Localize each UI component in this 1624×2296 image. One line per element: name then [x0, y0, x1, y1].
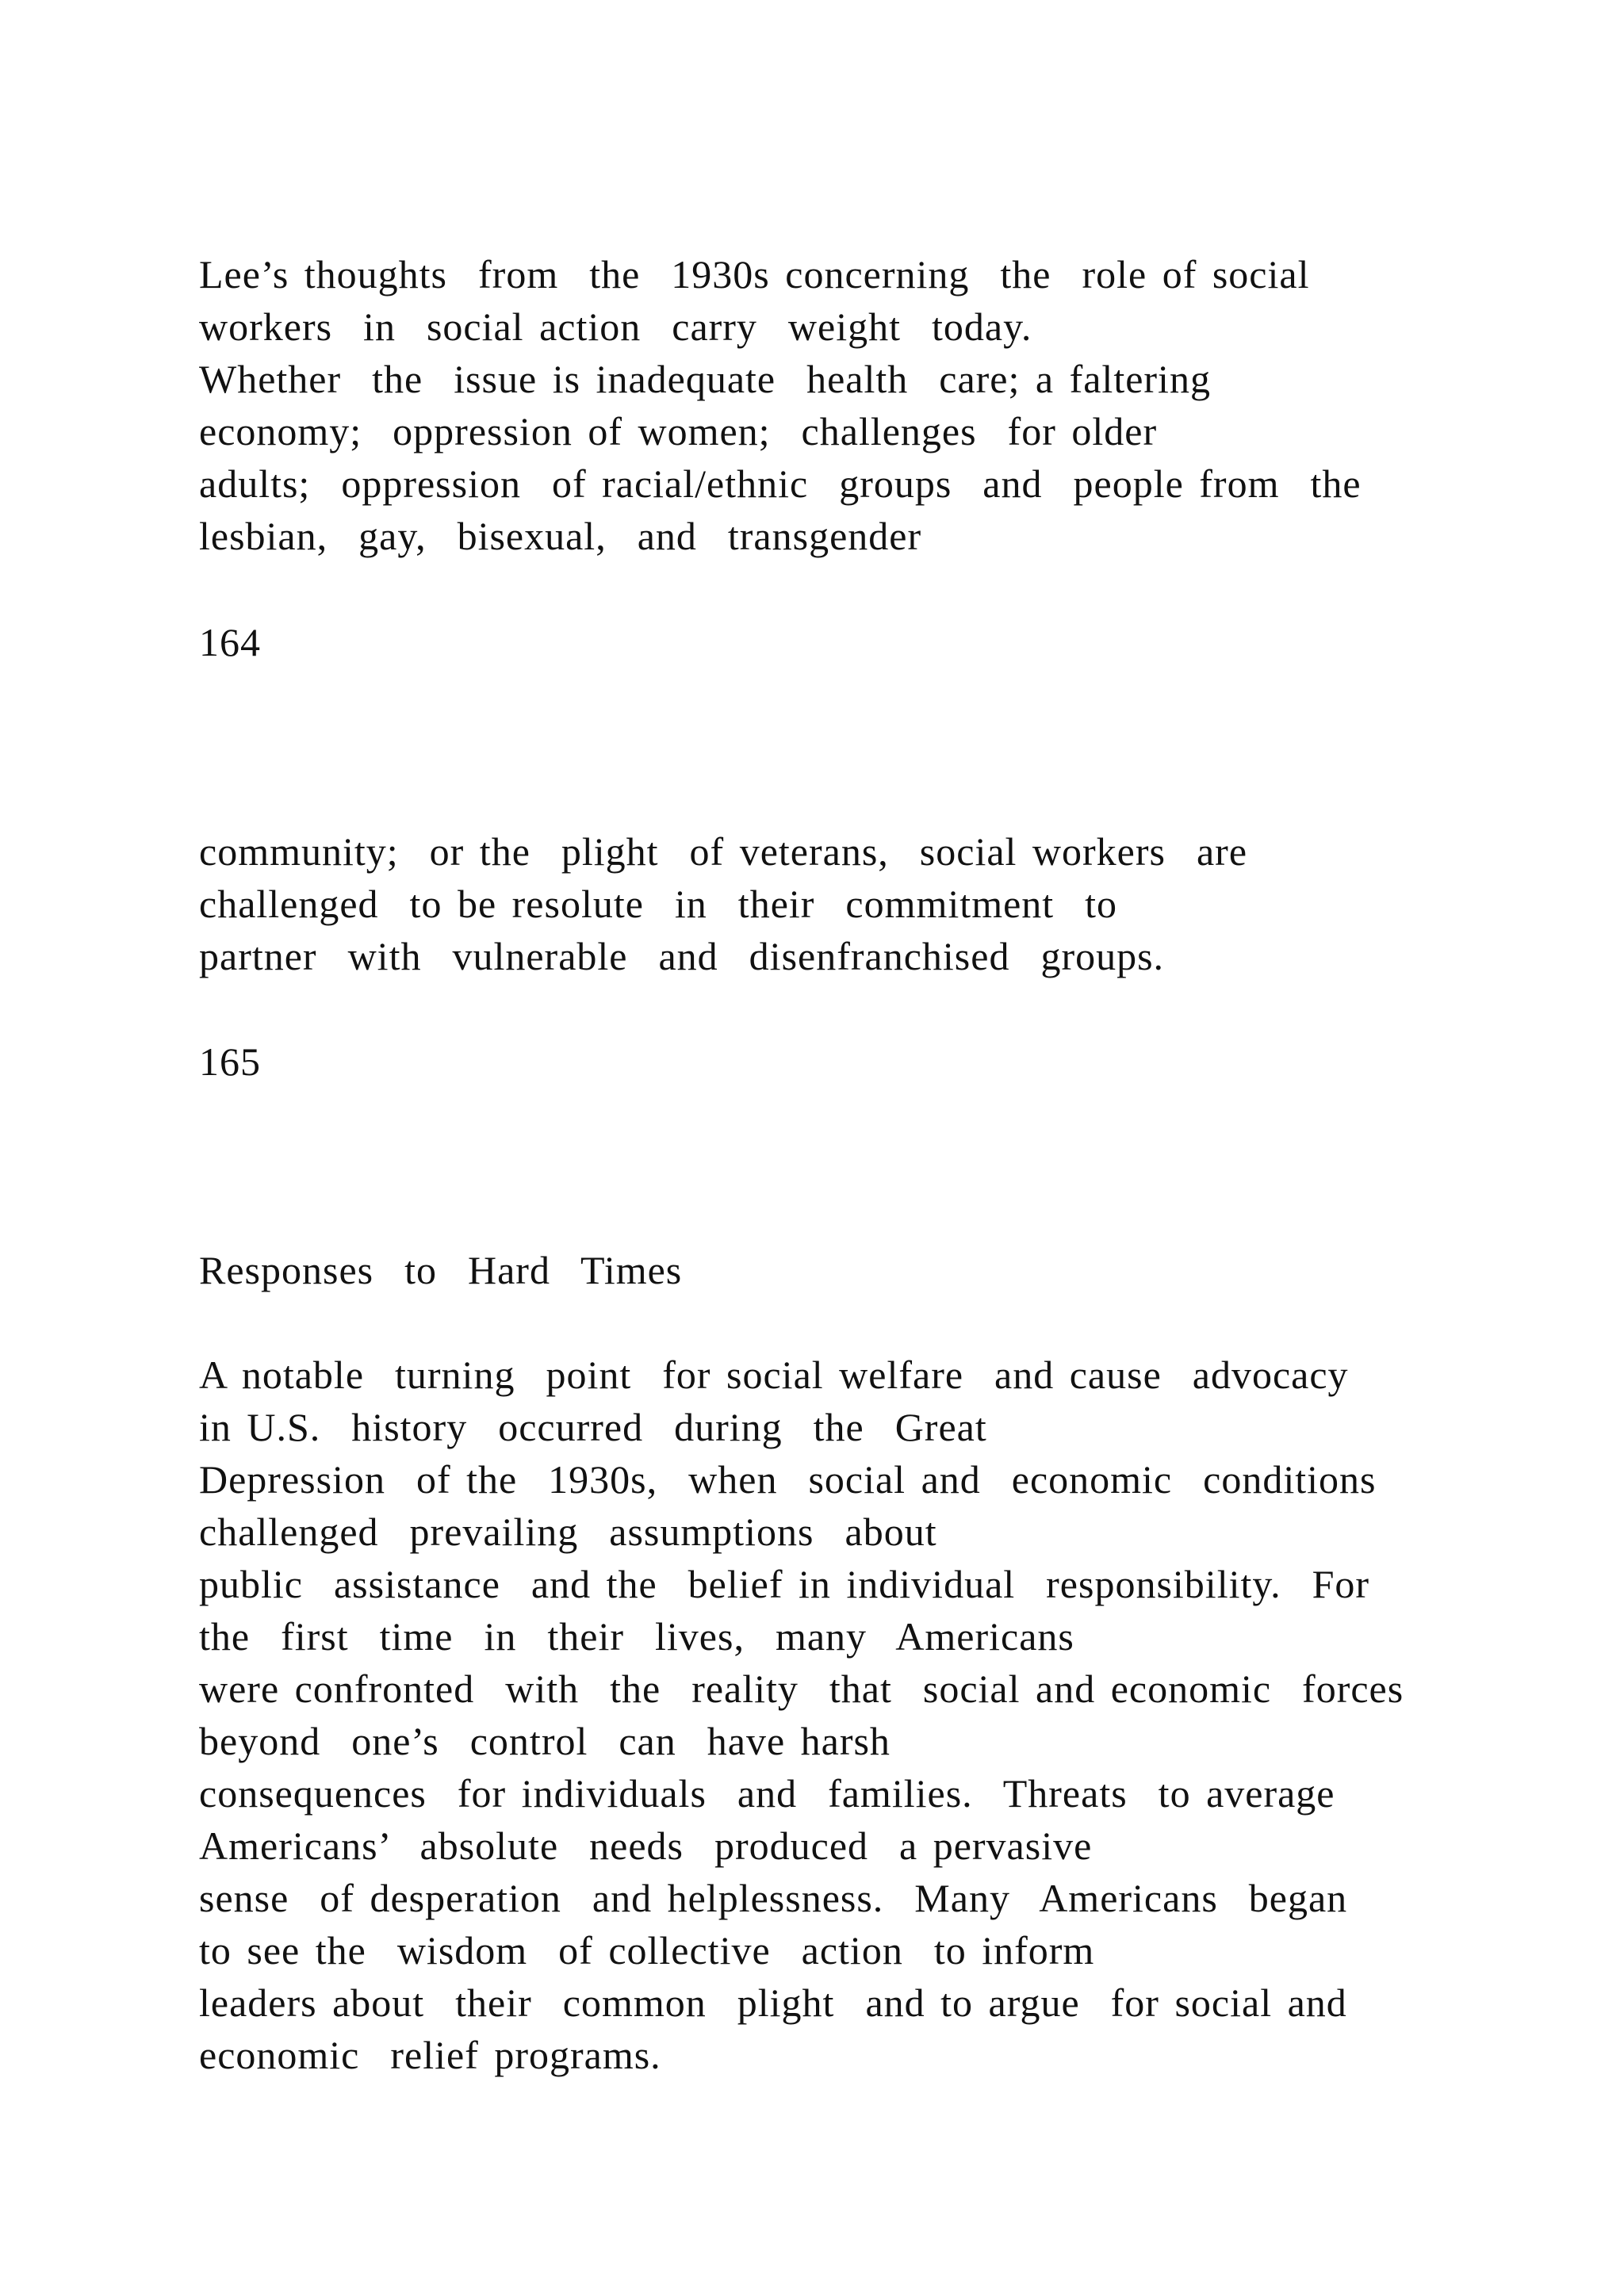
section-heading: Responses to Hard Times	[199, 1248, 683, 1292]
text-line: public assistance and the belief in individual responsibility. For	[199, 1562, 1370, 1606]
text-line: partner with vulnerable and disenfranchised groups.	[199, 934, 1165, 978]
text-line: were confronted with the reality that social and economic forces	[199, 1667, 1404, 1711]
paragraph-great-depression	[199, 1349, 1436, 2081]
text-line: Whether the issue is inadequate health care; a faltering	[199, 357, 1211, 401]
text-line: sense of desperation and helplessness. Many Americans began	[199, 1876, 1348, 1920]
section-heading-hard-times	[199, 1244, 1436, 1296]
text-line: challenged prevailing assumptions about	[199, 1510, 937, 1554]
page-number: 165	[199, 1039, 261, 1084]
text-line: beyond one’s control can have harsh	[199, 1719, 891, 1763]
text-line: A notable turning point for social welfare and cause advocacy	[199, 1353, 1349, 1397]
text-line: consequences for individuals and families. Threats to average	[199, 1771, 1335, 1816]
paragraph-lee-social-action	[199, 248, 1436, 562]
text-line: economic relief programs.	[199, 2033, 661, 2077]
text-line: Depression of the 1930s, when social and economic conditions	[199, 1457, 1377, 1502]
text-line: in U.S. history occurred during the Great	[199, 1405, 987, 1449]
text-line: challenged to be resolute in their commitment to	[199, 882, 1118, 926]
paragraph-community-veterans	[199, 825, 1436, 982]
text-line: workers in social action carry weight today.	[199, 304, 1032, 349]
text-line: lesbian, gay, bisexual, and transgender	[199, 514, 922, 558]
text-line: Americans’ absolute needs produced a pervasive	[199, 1823, 1093, 1868]
text-line: economy; oppression of women; challenges for older	[199, 409, 1158, 453]
text-line: Lee’s thoughts from the 1930s concerning the role of social	[199, 252, 1310, 297]
page-number-164	[199, 616, 1436, 668]
page-number-165	[199, 1035, 1436, 1088]
text-line: community; or the plight of veterans, social workers are	[199, 829, 1248, 874]
text-line: adults; oppression of racial/ethnic groups and people from the	[199, 461, 1362, 506]
page-number: 164	[199, 620, 261, 664]
text-line: the first time in their lives, many Americans	[199, 1614, 1074, 1659]
text-line: leaders about their common plight and to argue for social and	[199, 1980, 1347, 2025]
text-line: to see the wisdom of collective action to inform	[199, 1928, 1095, 1973]
